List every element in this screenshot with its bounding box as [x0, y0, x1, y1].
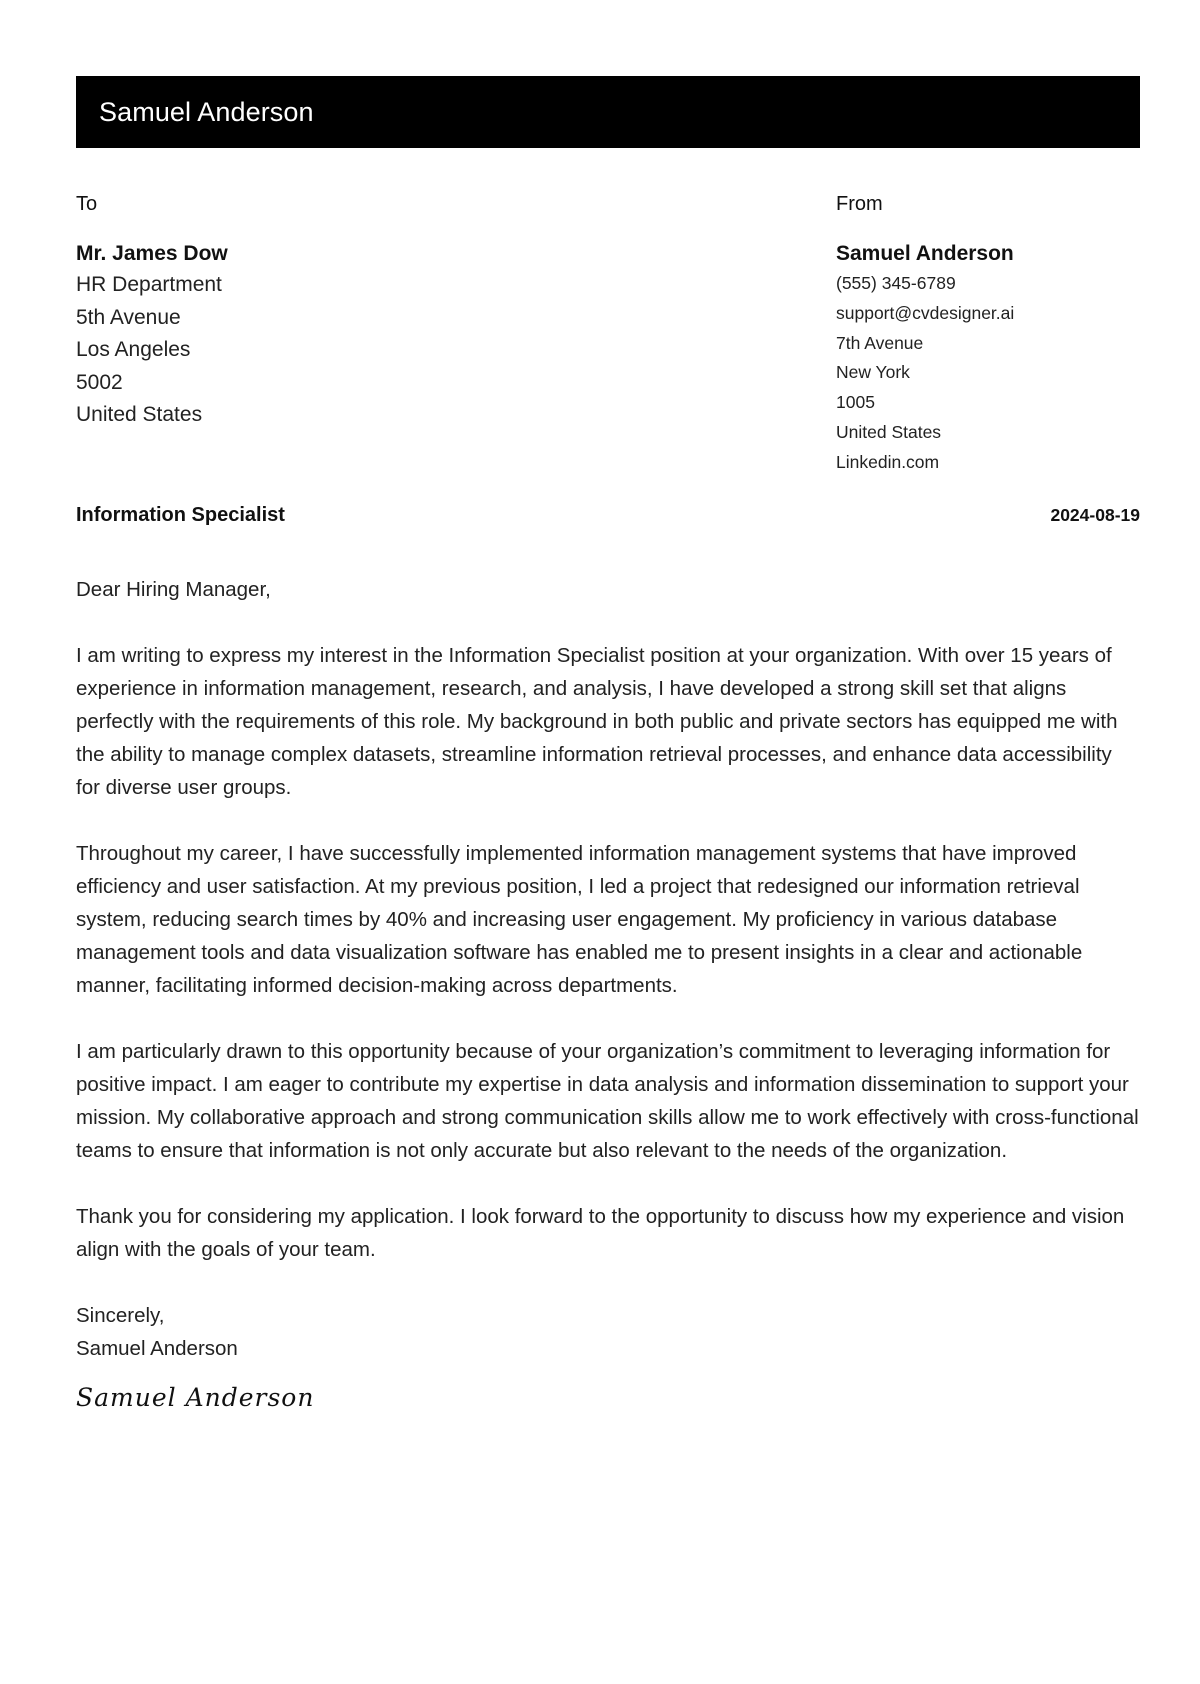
sender-phone: (555) 345-6789 — [836, 273, 956, 293]
closing-name: Samuel Anderson — [76, 1336, 238, 1360]
letter-date: 2024-08-19 — [1050, 504, 1140, 525]
body-paragraph: I am writing to express my interest in the Information Specialist position at your organization. With over 15 years of experience in information management, research, and analysis, I have developed a strong skill set that aligns perfectly with the requirements of this role. My background in both public and private sectors has equipped me with the ability to manage complex datasets, streamline information retrieval processes, and enhance data accessibility for diverse user groups. — [76, 643, 1118, 799]
closing-phrase: Sincerely, — [76, 1303, 165, 1327]
letter-subject: Information Specialist — [76, 503, 285, 526]
from-label: From — [836, 193, 883, 215]
cover-letter-page — [76, 76, 1140, 1412]
sender-name: Samuel Anderson — [836, 242, 1014, 265]
header-name: Samuel Anderson — [99, 96, 314, 127]
letter-body — [76, 573, 1140, 1266]
body-paragraph: Thank you for considering my application. I look forward to the opportunity to discuss how my experience and vision align with the goals of your team. — [76, 1204, 1125, 1261]
header-bar — [76, 76, 1140, 148]
recipient-column — [76, 192, 576, 478]
salutation: Dear Hiring Manager, — [76, 577, 271, 601]
sender-email: support@cvdesigner.ai — [836, 302, 1015, 323]
sender-street: 7th Avenue — [836, 332, 924, 353]
subject-row — [76, 504, 1140, 527]
body-paragraph: I am particularly drawn to this opportunity because of your organization’s commitment to leveraging information for positive impact. I am eager to contribute my expertise in data analysis and information dissemination to support your mission. My collaborative approach and strong communication skills allow me to work effectively with cross-functional teams to ensure that information is not only accurate but also relevant to the needs of the organization. — [76, 1039, 1139, 1162]
body-paragraph: Throughout my career, I have successfully implemented information management systems that have improved efficiency and user satisfaction. At my previous position, I led a project that redesigned our information retrieval system, reducing search times by 40% and increasing user engagement. My proficiency in various database management tools and data visualization software has enabled me to present insights in a clear and actionable manner, facilitating informed decision-making across departments. — [76, 841, 1083, 997]
recipient-street: 5th Avenue — [76, 305, 181, 329]
handwritten-signature: Samuel Anderson — [76, 1382, 315, 1412]
sender-postal-code: 1005 — [836, 392, 875, 413]
recipient-city: Los Angeles — [76, 338, 191, 361]
sender-column — [836, 192, 1140, 478]
recipient-country: United States — [76, 403, 203, 426]
closing-block — [76, 1299, 1140, 1365]
recipient-postal-code: 5002 — [76, 370, 123, 394]
recipient-department: HR Department — [76, 273, 222, 296]
sender-country: United States — [836, 421, 942, 442]
sender-city: New York — [836, 362, 910, 383]
address-block — [76, 192, 1140, 478]
recipient-name: Mr. James Dow — [76, 242, 228, 265]
to-label: To — [76, 193, 98, 215]
sender-linkedin: Linkedin.com — [836, 451, 940, 472]
